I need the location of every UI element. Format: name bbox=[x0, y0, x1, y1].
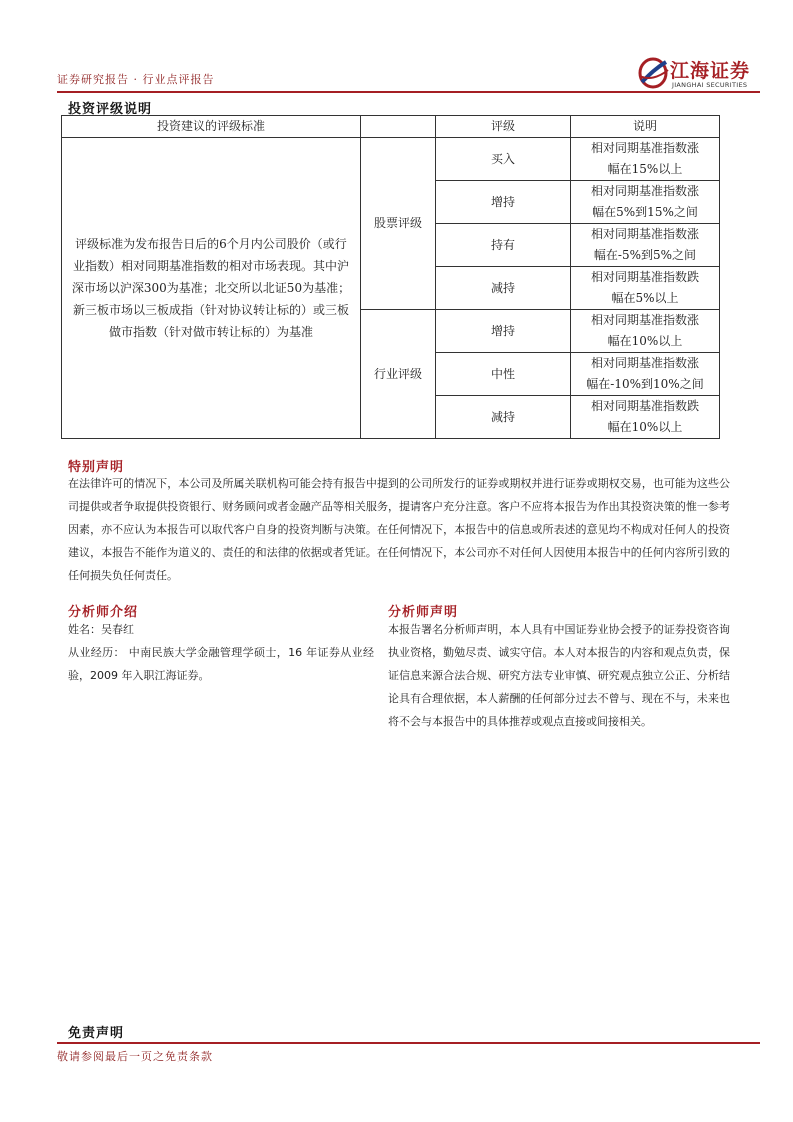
analyst-experience: 从业经历： 中南民族大学金融管理学硕士，16 年证券从业经验，2009 年入职江海证券。 bbox=[68, 646, 374, 682]
logo-name-en: JIANGHAI SECURITIES bbox=[672, 81, 748, 89]
rating-note: 相对同期基准指数涨 幅在5%到15%之间 bbox=[571, 181, 720, 224]
table-header-row bbox=[62, 116, 720, 138]
col-header-rating: 评级 bbox=[436, 116, 571, 138]
rating-label: 增持 bbox=[436, 310, 571, 353]
col-header-blank bbox=[361, 116, 436, 138]
rating-label: 中性 bbox=[436, 353, 571, 396]
statement-section-title: 分析师声明 bbox=[388, 605, 459, 620]
rating-section-title: 投资评级说明 bbox=[68, 102, 153, 117]
rating-label: 减持 bbox=[436, 396, 571, 439]
rating-note: 相对同期基准指数涨 幅在-5%到5%之间 bbox=[571, 224, 720, 267]
rating-note: 相对同期基准指数跌 幅在5%以上 bbox=[571, 267, 720, 310]
logo-swoosh-icon bbox=[638, 56, 670, 90]
rating-standard-text: 评级标准为发布报告日后的6个月内公司股价（或行业指数）相对同期基准指数的相对市场表现。其中沪深市场以沪深300为基准；北交所以北证50为基准；新三板市场以三板成指（针对协议转让标的）或三板做市指数（针对做市转让标的）为基准 bbox=[62, 138, 361, 439]
rating-note: 相对同期基准指数涨 幅在15%以上 bbox=[571, 138, 720, 181]
disclaimer-section-title: 免责声明 bbox=[68, 1026, 125, 1041]
footer-note: 敬请参阅最后一页之免责条款 bbox=[57, 1050, 213, 1063]
col-header-standard: 投资建议的评级标准 bbox=[62, 116, 361, 138]
stock-rating-group: 股票评级 bbox=[361, 138, 436, 310]
analyst-statement-text: 本报告署名分析师声明，本人具有中国证券业协会授予的证券投资咨询执业资格，勤勉尽责、诚实守信。本人对本报告的内容和观点负责，保证信息来源合法合规、研究方法专业审慎、研究观点独立公正、分析结论具有合理依据，本人薪酬的任何部分过去不曾与、现在不与，未来也将不会与本报告中的具体推荐或观点直接或间接相关。 bbox=[388, 623, 730, 728]
header-report-type: 证券研究报告 · 行业点评报告 bbox=[57, 73, 215, 86]
rating-table bbox=[61, 115, 720, 439]
analyst-info bbox=[68, 618, 374, 687]
col-header-note: 说明 bbox=[571, 116, 720, 138]
industry-rating-group: 行业评级 bbox=[361, 310, 436, 439]
logo-name-cn: 江海证券 bbox=[670, 60, 751, 82]
rating-label: 减持 bbox=[436, 267, 571, 310]
rating-label: 增持 bbox=[436, 181, 571, 224]
rating-label: 买入 bbox=[436, 138, 571, 181]
analyst-section-title: 分析师介绍 bbox=[68, 605, 139, 620]
rating-note: 相对同期基准指数涨 幅在-10%到10%之间 bbox=[571, 353, 720, 396]
rating-label: 持有 bbox=[436, 224, 571, 267]
rating-note: 相对同期基准指数跌 幅在10%以上 bbox=[571, 396, 720, 439]
company-logo bbox=[638, 54, 760, 94]
table-row bbox=[62, 138, 720, 181]
footer-rule bbox=[57, 1042, 760, 1044]
analyst-name: 姓名：吴春红 bbox=[68, 623, 134, 636]
header-rule bbox=[57, 91, 760, 93]
rating-note: 相对同期基准指数涨 幅在10%以上 bbox=[571, 310, 720, 353]
special-statement-text: 在法律许可的情况下，本公司及所属关联机构可能会持有报告中提到的公司所发行的证券或期权并进行证券或期权交易，也可能为这些公司提供或者争取提供投资银行、财务顾问或者金融产品等相关服务，提请客户充分注意。客户不应将本报告为作出其投资决策的惟一参考因素，亦不应认为本报告可以取代客户自身的投资判断与决策。在任何情况下，本报告中的信息或所表述的意见均不构成对任何人的投资建议，本报告不能作为道义的、责任的和法律的依据或者凭证。在任何情况下，本公司亦不对任何人因使用本报告中的任何内容所引致的任何损失负任何责任。 bbox=[68, 477, 730, 582]
special-section-title: 特别声明 bbox=[68, 460, 125, 475]
